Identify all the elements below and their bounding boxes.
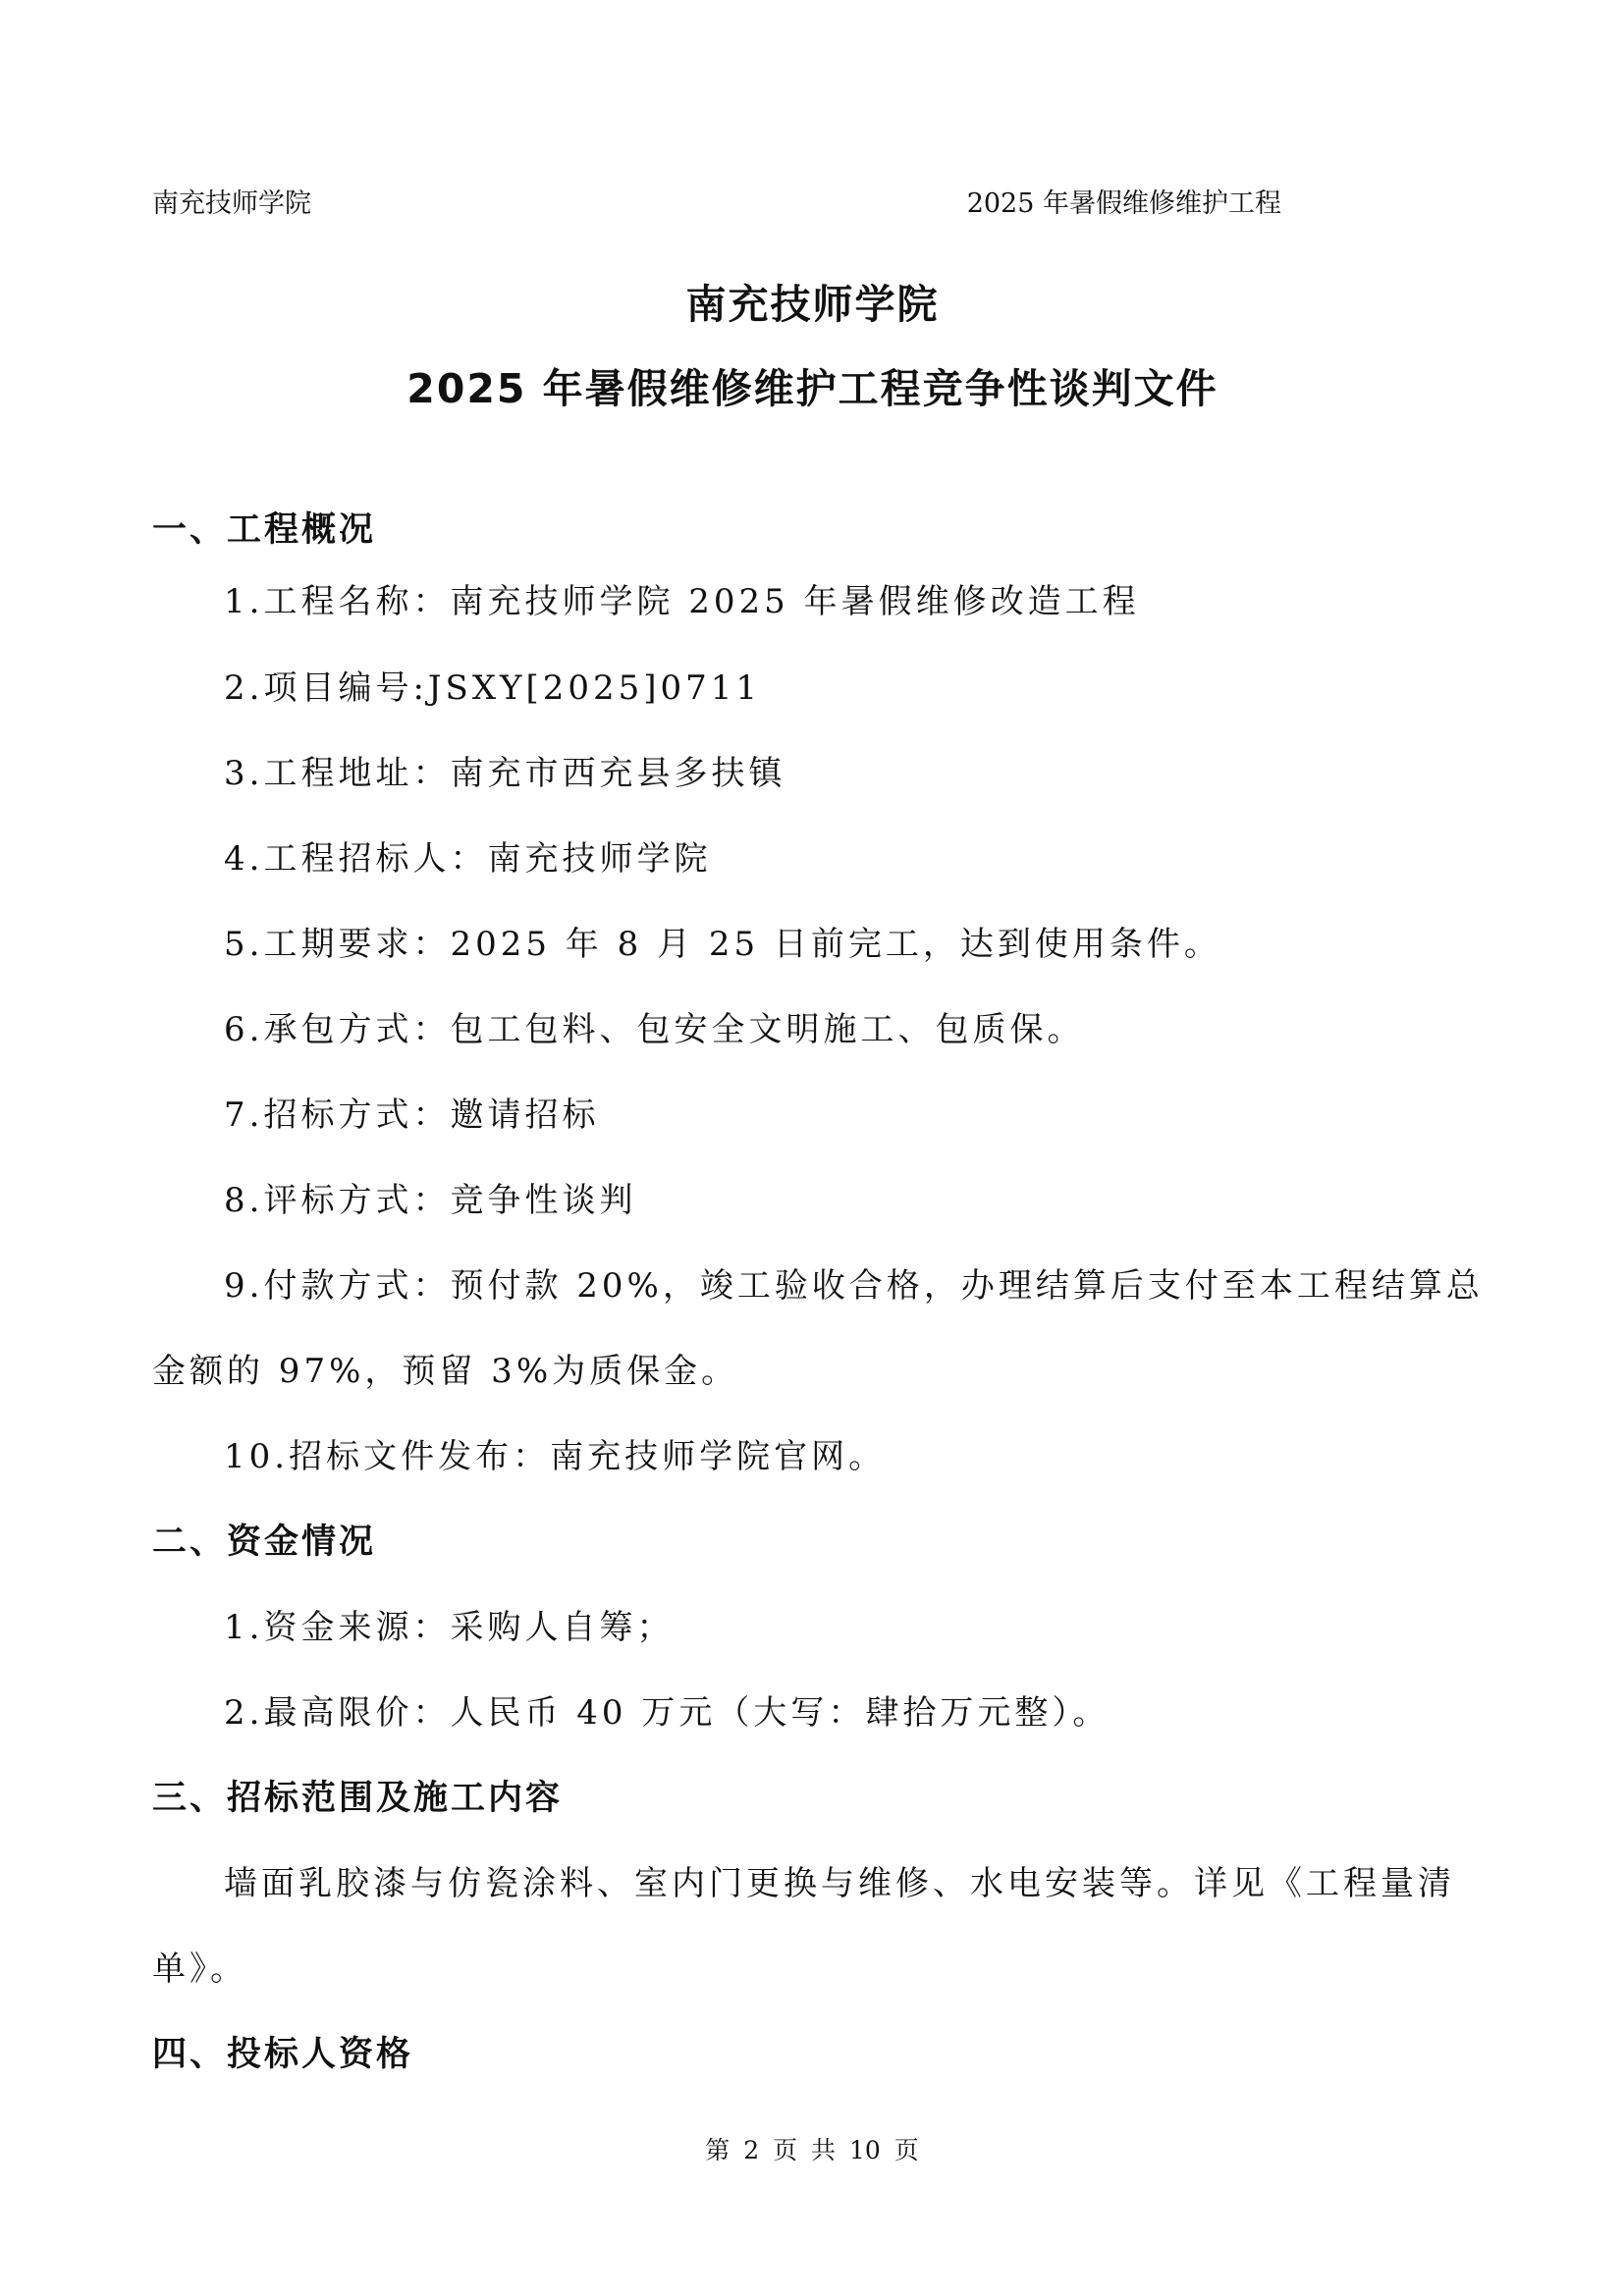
overview-item-project-number: 2.项目编号:JSXY[2025]0711	[224, 668, 762, 708]
section-heading-bidder-qualification: 四、投标人资格	[152, 2035, 414, 2074]
overview-item-evaluation-method: 8.评标方式：竞争性谈判	[224, 1181, 637, 1220]
header-school-name: 南充技师学院	[152, 188, 311, 219]
section-heading-project-overview: 一、工程概况	[152, 510, 377, 550]
section-heading-scope: 三、招标范围及施工内容	[152, 1779, 564, 1818]
overview-item-tender-method: 7.招标方式：邀请招标	[224, 1095, 600, 1135]
overview-item-contract-mode: 6.承包方式：包工包料、包安全文明施工、包质保。	[224, 1010, 1085, 1049]
overview-item-payment-method-continued: 金额的 97%，预留 3%为质保金。	[152, 1352, 739, 1391]
document-title-line-1: 南充技师学院	[685, 281, 940, 328]
scope-description: 墙面乳胶漆与仿瓷涂料、室内门更换与维修、水电安装等。详见《工程量清	[224, 1864, 1455, 1903]
overview-item-payment-method: 9.付款方式：预付款 20%，竣工验收合格，办理结算后支付至本工程结算总	[224, 1266, 1484, 1306]
funding-item-max-price: 2.最高限价：人民币 40 万元（大写：肆拾万元整）。	[224, 1693, 1110, 1733]
page-number-footer: 第 2 页 共 10 页	[705, 2136, 919, 2164]
running-header	[152, 185, 1281, 224]
overview-item-document-release: 10.招标文件发布：南充技师学院官网。	[224, 1437, 887, 1476]
overview-item-project-address: 3.工程地址：南充市西充县多扶镇	[224, 754, 786, 793]
section-heading-funding: 二、资金情况	[152, 1522, 377, 1562]
funding-item-source: 1.资金来源：采购人自筹；	[224, 1608, 675, 1647]
overview-item-schedule: 5.工期要求：2025 年 8 月 25 日前完工，达到使用条件。	[224, 925, 1221, 964]
header-project-name: 2025 年暑假维修维护工程	[966, 188, 1281, 219]
overview-item-project-name: 1.工程名称：南充技师学院 2025 年暑假维修改造工程	[224, 582, 1140, 621]
overview-item-tenderer: 4.工程招标人：南充技师学院	[224, 839, 712, 879]
document-title-line-2: 2025 年暑假维修维护工程竞争性谈判文件	[406, 365, 1218, 412]
scope-description-continued: 单》。	[152, 1949, 247, 1989]
